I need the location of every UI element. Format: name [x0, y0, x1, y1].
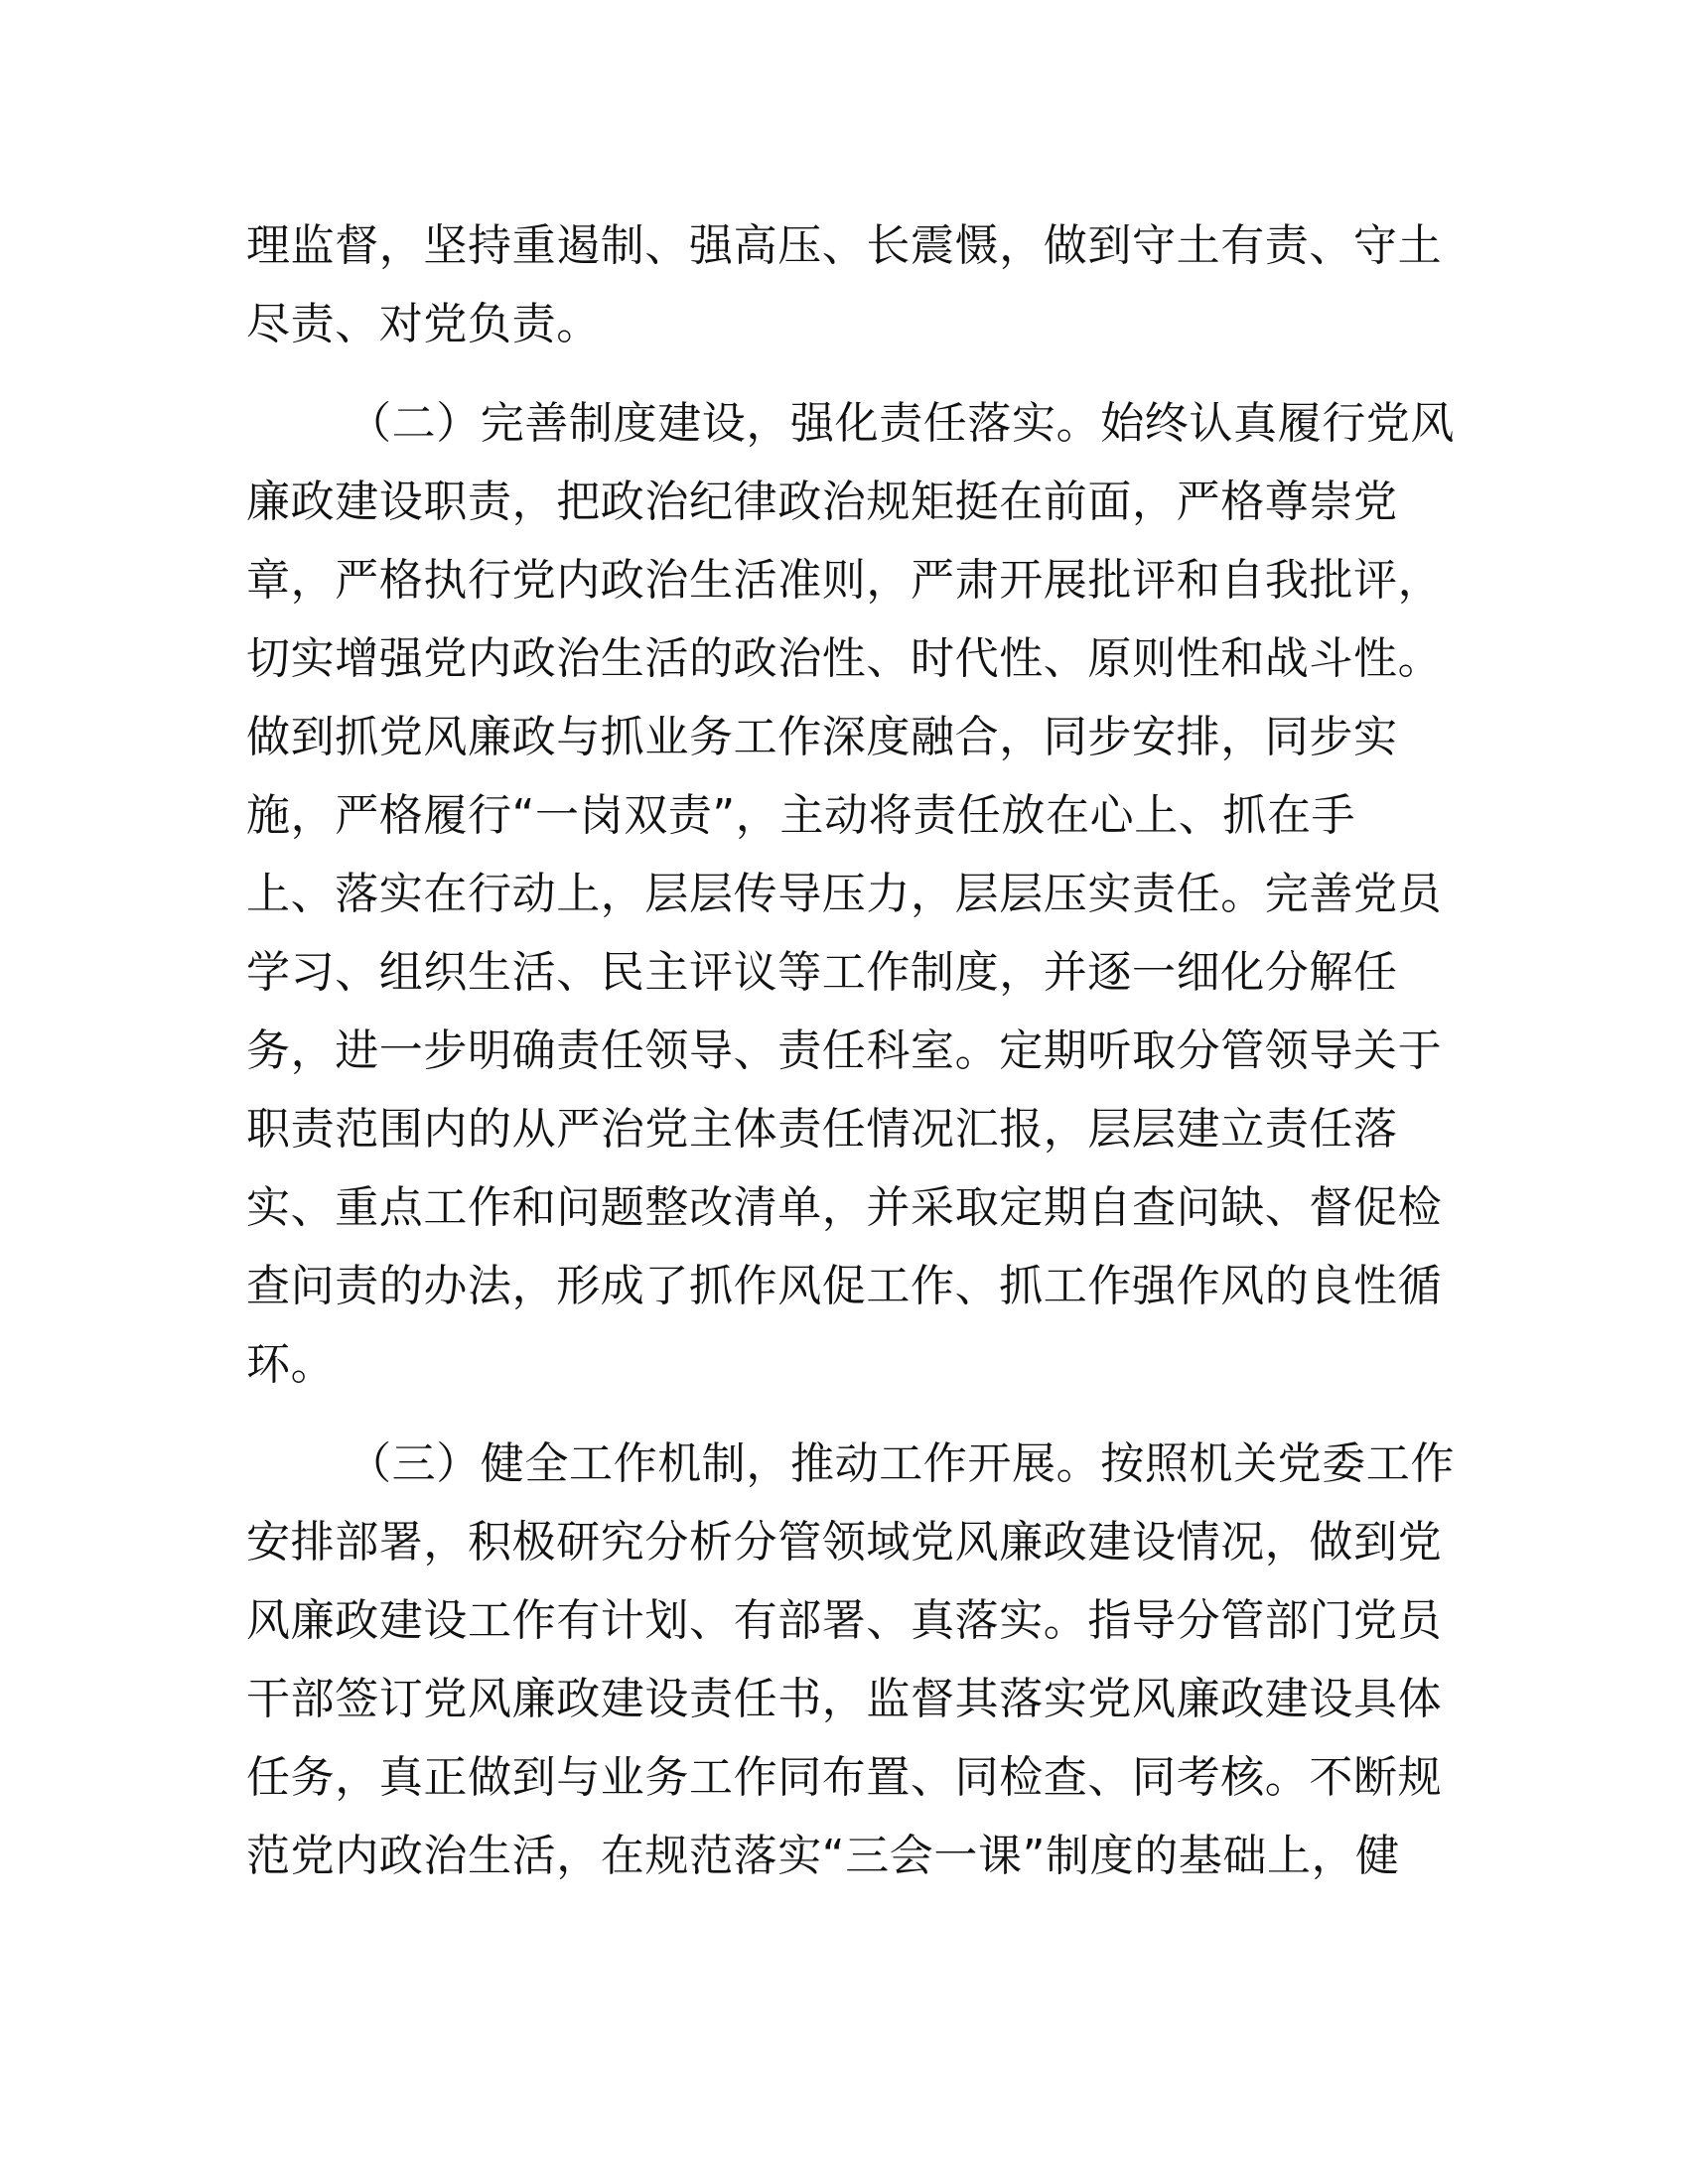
text-line: 理监督，坚持重遏制、强高压、长震慑，做到守土有责、守土	[246, 220, 1443, 271]
text-line: 学习、组织生活、民主评议等工作制度，并逐一细化分解任	[246, 947, 1398, 998]
text-line: 安排部署，积极研究分析分管领域党风廉政建设情况，做到党	[246, 1517, 1443, 1568]
text-line: 实、重点工作和问题整改清单，并采取定期自查问缺、督促检	[246, 1182, 1443, 1233]
text-line: 环。	[246, 1339, 336, 1390]
text-line: 施，严格履行“一岗双责”，主动将责任放在心上、抓在手	[246, 790, 1356, 841]
text-line: 廉政建设职责，把政治纪律政治规矩挺在前面，严格尊崇党	[246, 477, 1398, 527]
paragraph-heading-line: （二）完善制度建设，强化责任落实。始终认真履行党风	[348, 398, 1455, 449]
paragraph-gap	[246, 1404, 1438, 1425]
text-line: 查问责的办法，形成了抓作风促工作、抓工作强作风的良性循	[246, 1261, 1443, 1311]
paragraph-gap	[246, 363, 1438, 384]
text-line: 务，进一步明确责任领导、责任科室。定期听取分管领导关于	[246, 1025, 1443, 1076]
text-line: 干部签订党风廉政建设责任书，监督其落实党风廉政建设具体	[246, 1674, 1443, 1724]
text-line: 上、落实在行动上，层层传导压力，层层压实责任。完善党员	[246, 869, 1443, 919]
document-body	[246, 206, 1455, 1895]
paragraph-heading-line: （三）健全工作机制，推动工作开展。按照机关党委工作	[348, 1438, 1455, 1489]
text-line: 做到抓党风廉政与抓业务工作深度融合，同步安排，同步实	[246, 712, 1398, 762]
text-line: 尽责、对党负责。	[246, 299, 601, 349]
text-line: 风廉政建设工作有计划、有部署、真落实。指导分管部门党员	[246, 1595, 1443, 1646]
text-line: 章，严格执行党内政治生活准则，严肃开展批评和自我批评，	[246, 555, 1443, 606]
text-line: 范党内政治生活，在规范落实“三会一课”制度的基础上，健	[246, 1831, 1400, 1881]
text-line: 切实增强党内政治生活的政治性、时代性、原则性和战斗性。	[246, 633, 1443, 684]
text-line: 任务，真正做到与业务工作同布置、同检查、同考核。不断规	[246, 1752, 1443, 1803]
text-line: 职责范围内的从严治党主体责任情况汇报，层层建立责任落	[246, 1104, 1398, 1155]
